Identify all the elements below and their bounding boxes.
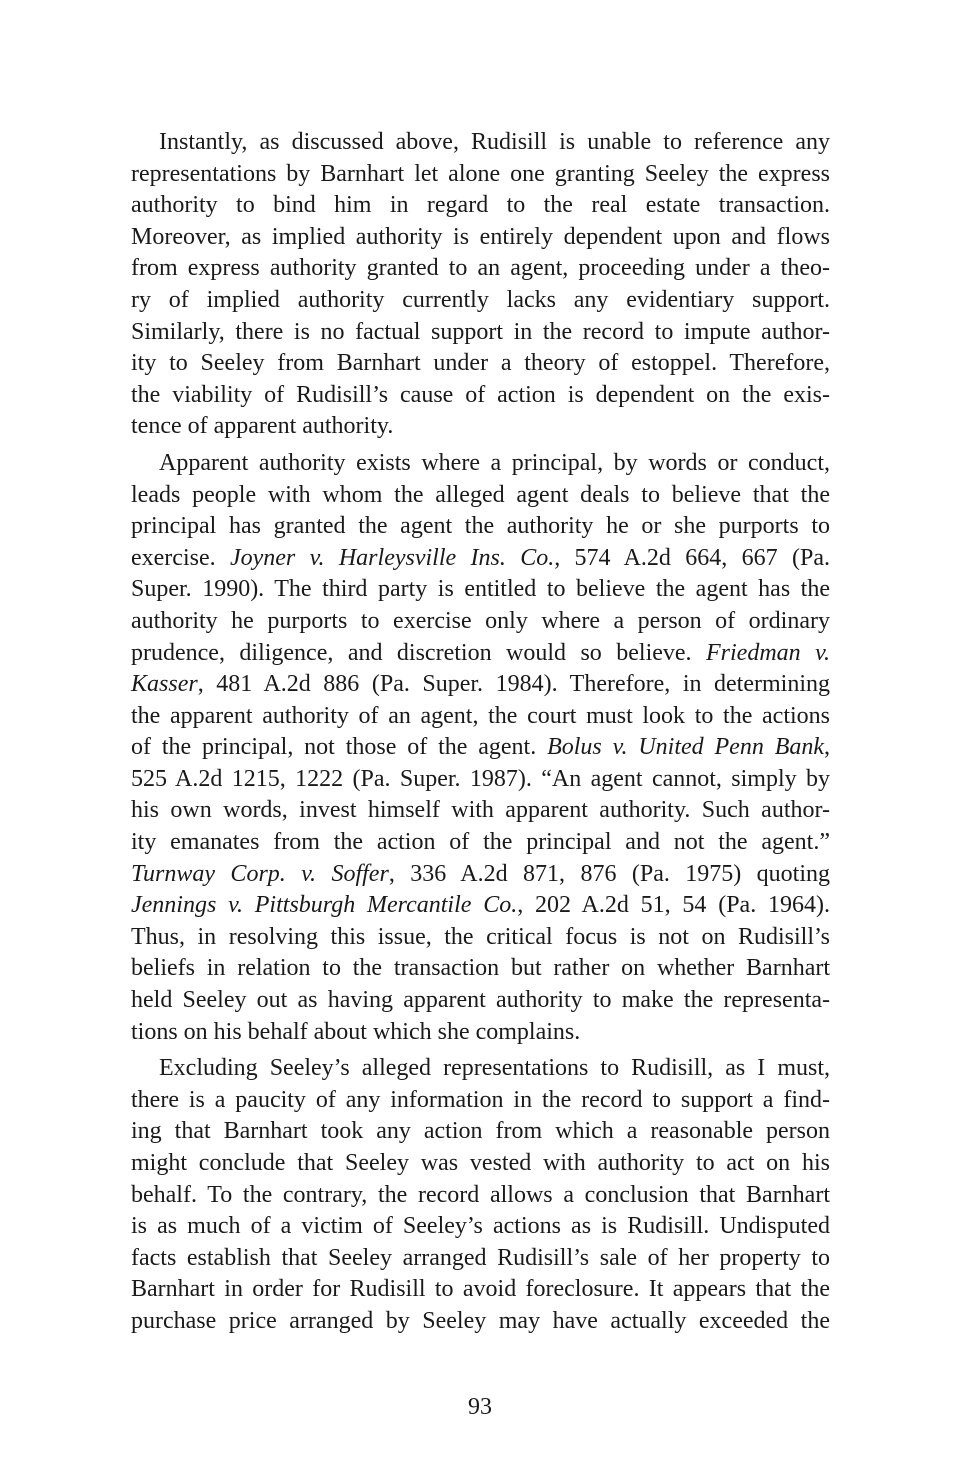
- page-body: [131, 127, 830, 1338]
- text-line: [131, 317, 830, 349]
- text-line: [131, 190, 830, 222]
- text-run: tence of apparent authority.: [131, 413, 394, 440]
- text-line: [131, 764, 830, 796]
- text-line: [131, 574, 830, 606]
- text-line: [131, 159, 830, 191]
- text-run: , 481 A.2d 886 (Pa. Super. 1984). Therefore, in determining: [197, 671, 830, 698]
- text-run: 525 A.2d 1215, 1222 (Pa. Super. 1987). “An agent cannot, simply by: [131, 765, 830, 792]
- text-run: his own words, invest himself with apparent authority. Such author-: [131, 797, 830, 824]
- text-line: [131, 480, 830, 512]
- text-line: [131, 922, 830, 954]
- text-run: the apparent authority of an agent, the court must look to the actions: [131, 702, 830, 729]
- text-run: , 202 A.2d 51, 54 (Pa. 1964).: [517, 892, 830, 919]
- text-line: [131, 985, 830, 1017]
- text-line: [131, 859, 830, 891]
- text-run: Similarly, there is no factual support in the record to impute author-: [131, 318, 830, 345]
- text-line: [131, 1243, 830, 1275]
- text-run: authority he purports to exercise only where a person of ordinary: [131, 607, 830, 634]
- text-run: the viability of Rudisill’s cause of action is dependent on the exis-: [131, 381, 830, 408]
- text-run: might conclude that Seeley was vested with authority to act on his: [131, 1150, 830, 1176]
- text-run: Excluding Seeley’s alleged representations to Rudisill, as I must,: [159, 1055, 830, 1082]
- case-citation: Bolus v. United Penn Bank: [547, 734, 825, 761]
- text-run: principal has granted the agent the authority he or she purports to: [131, 513, 830, 540]
- text-line: [131, 827, 830, 859]
- paragraph: [131, 448, 830, 1048]
- text-line: [131, 511, 830, 543]
- text-run: ity emanates from the action of the principal and not the agent.”: [131, 829, 830, 856]
- text-run: from express authority granted to an agent, proceeding under a theo-: [131, 255, 830, 282]
- text-run: prudence, diligence, and discretion would so believe.: [131, 639, 707, 666]
- text-line: [131, 701, 830, 733]
- text-run: , 574 A.2d 664, 667 (Pa.: [554, 544, 830, 571]
- text-run: of the principal, not those of the agent.: [131, 734, 548, 761]
- text-run: exercise.: [131, 544, 230, 571]
- text-run: Moreover, as implied authority is entirely dependent upon and flows: [131, 223, 830, 250]
- case-citation: Kasser: [131, 671, 198, 698]
- text-run: purchase price arranged by Seeley may have actually exceeded the: [131, 1307, 830, 1334]
- text-line: [131, 348, 830, 380]
- text-run: facts establish that Seeley arranged Rudisill’s sale of her property to: [131, 1244, 830, 1271]
- text-line: [131, 732, 830, 764]
- text-line: [131, 638, 830, 670]
- text-line: [131, 953, 830, 985]
- text-line: [131, 1116, 830, 1148]
- text-run: held Seeley out as having apparent authority to make the representa-: [131, 987, 830, 1014]
- text-line: [131, 795, 830, 827]
- text-run: Thus, in resolving this issue, the critical focus is not on Rudisill’s: [131, 923, 830, 950]
- text-run: representations by Barnhart let alone one granting Seeley the express: [131, 160, 830, 187]
- text-line: [131, 127, 830, 159]
- text-run: ,: [824, 734, 831, 761]
- text-line: [131, 543, 830, 575]
- text-line: [131, 1211, 830, 1243]
- text-run: beliefs in relation to the transaction but rather on whether Barnhart: [131, 955, 830, 982]
- text-line: [131, 669, 830, 701]
- text-run: authority to bind him in regard to the real estate transaction.: [131, 192, 830, 219]
- text-run: behalf. To the contrary, the record allows a conclusion that Barnhart: [131, 1181, 830, 1208]
- paragraph: [131, 1053, 830, 1337]
- text-run: Apparent authority exists where a principal, by words or conduct,: [159, 449, 830, 476]
- text-line: [131, 380, 830, 412]
- case-citation: Turnway Corp. v. Soffer: [131, 860, 389, 887]
- case-citation: Joyner v. Harleysville Ins. Co.: [229, 544, 555, 571]
- paragraph: [131, 127, 830, 443]
- text-run: ing that Barnhart took any action from which a reasonable person: [131, 1118, 830, 1145]
- text-line: [131, 1085, 830, 1117]
- text-run: Barnhart in order for Rudisill to avoid foreclosure. It appears that the: [131, 1276, 830, 1303]
- text-run: leads people with whom the alleged agent deals to believe that the: [131, 481, 830, 508]
- text-run: tions on his behalf about which she complains.: [131, 1018, 581, 1045]
- text-line: [131, 1053, 830, 1085]
- text-line: [131, 890, 830, 922]
- text-line: [131, 222, 830, 254]
- text-run: Instantly, as discussed above, Rudisill is unable to reference any: [159, 129, 830, 155]
- text-line: [131, 1274, 830, 1306]
- text-run: there is a paucity of any information in the record to support a find-: [131, 1086, 830, 1113]
- text-run: Super. 1990). The third party is entitled to believe the agent has the: [131, 576, 830, 603]
- text-line: [131, 448, 830, 480]
- text-run: ity to Seeley from Barnhart under a theory of estoppel. Therefore,: [131, 350, 830, 377]
- text-run: ry of implied authority currently lacks any evidentiary support.: [131, 286, 830, 313]
- case-citation: Jennings v. Pittsburgh Mercantile Co.: [131, 892, 518, 919]
- text-line: [131, 1148, 830, 1180]
- text-line: [131, 285, 830, 317]
- text-line: [131, 606, 830, 638]
- case-citation: Friedman v.: [706, 639, 830, 666]
- text-line: [131, 253, 830, 285]
- text-line: [131, 1180, 830, 1212]
- text-run: is as much of a victim of Seeley’s actions as is Rudisill. Undisputed: [131, 1213, 830, 1240]
- text-line: [131, 1306, 830, 1338]
- page-number: 93: [468, 1394, 492, 1420]
- text-run: , 336 A.2d 871, 876 (Pa. 1975) quoting: [388, 860, 831, 887]
- text-line: [131, 411, 830, 443]
- text-line: [131, 1017, 830, 1049]
